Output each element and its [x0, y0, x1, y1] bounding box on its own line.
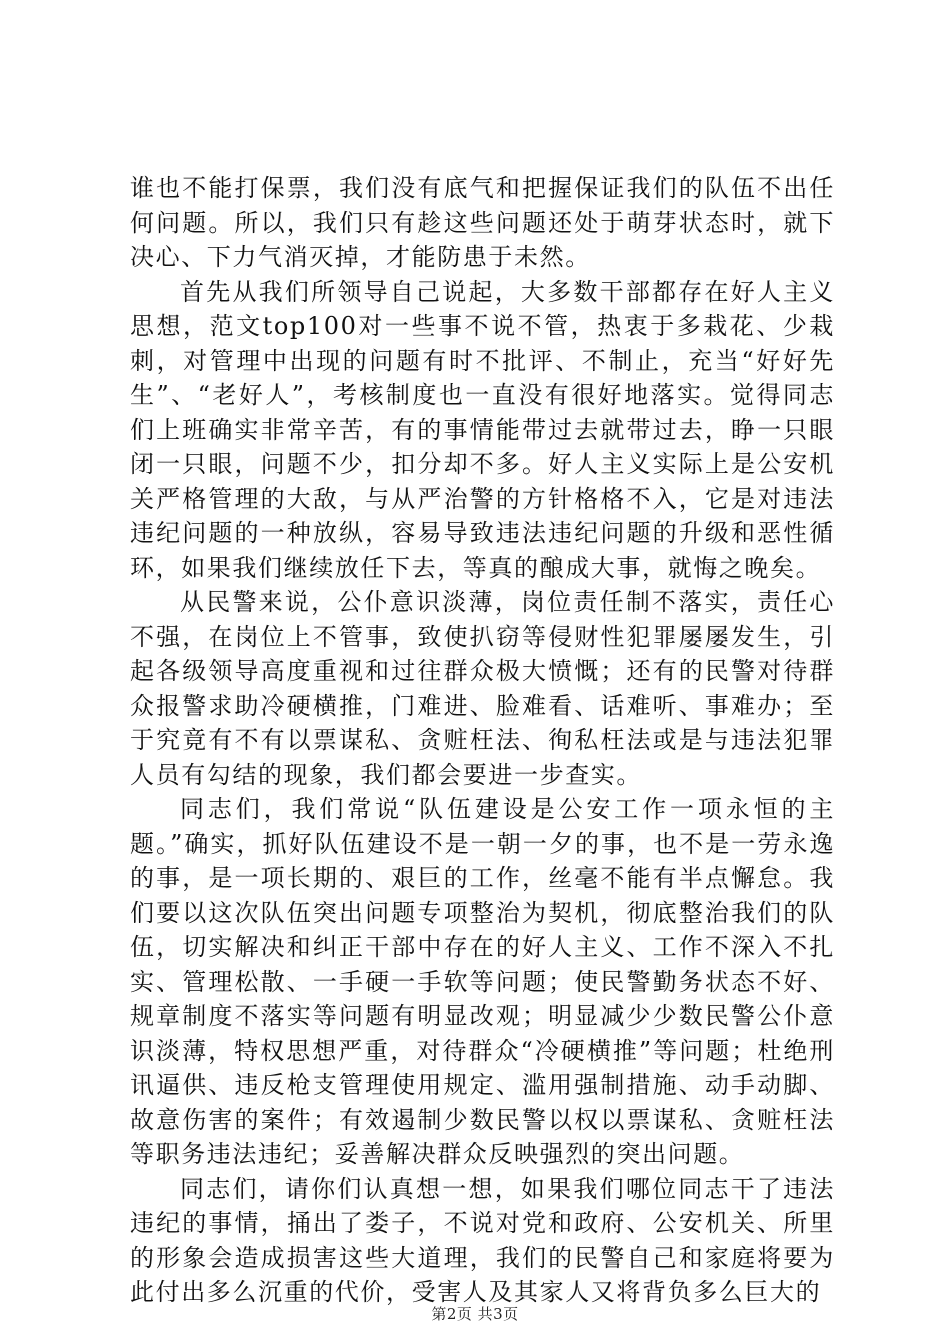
paragraph-police-officers: 从民警来说，公仆意识淡薄，岗位责任制不落实，责任心不强，在岗位上不管事，致使扒窃等侵财性犯罪屡屡发生，引起各级领导高度重视和过往群众极大愤慨；还有的民警对待群众报警求助冷硬横推，门难进、脸难看、话难听、事难办；至于究竟有不有以票谋私、贪赃枉法、徇私枉法或是与违法犯罪人员有勾结的现象，我们都会要进一步查实。 — [130, 588, 835, 789]
paragraph-consequences: 同志们，请你们认真想一想，如果我们哪位同志干了违法违纪的事情，捅出了娄子，不说对党和政府、公安机关、所里的形象会造成损害这些大道理，我们的民警自己和家庭将要为此付出多么沉重的代价，受害人及其家人又将背负多么巨大的 — [130, 1174, 835, 1306]
paragraph-team-building: 同志们，我们常说“队伍建设是公安工作一项永恒的主题。”确实，抓好队伍建设不是一朝一夕的事，也不是一劳永逸的事，是一项长期的、艰巨的工作，丝毫不能有半点懈怠。我们要以这次队伍突出问题专项整治为契机，彻底整治我们的队伍，切实解决和纠正干部中存在的好人主义、工作不深入不扎实、管理松散、一手硬一手软等问题；使民警勤务状态不好、规章制度不落实等问题有明显改观；明显减少少数民警公仆意识淡薄，特权思想严重，对待群众“冷硬横推”等问题；杜绝刑讯逼供、违反枪支管理使用规定、滥用强制措施、动手动脚、故意伤害的案件；有效遏制少数民警以权以票谋私、贪赃枉法等职务违法违纪；妥善解决群众反映强烈的突出问题。 — [130, 795, 835, 1168]
paragraph-continuation: 谁也不能打保票，我们没有底气和把握保证我们的队伍不出任何问题。所以，我们只有趁这些问题还处于萌芽状态时，就下决心、下力气消灭掉，才能防患于未然。 — [130, 174, 835, 271]
paragraph-leadership: 首先从我们所领导自己说起，大多数干部都存在好人主义思想，范文top100对一些事不说不管，热衷于多栽花、少栽刺，对管理中出现的问题有时不批评、不制止，充当“好好先生”、“老好人”，考核制度也一直没有很好地落实。觉得同志们上班确实非常辛苦，有的事情能带过去就带过去，睁一只眼闭一只眼，问题不少，扣分却不多。好人主义实际上是公安机关严格管理的大敌，与从严治警的方针格格不入，它是对违法违纪问题的一种放纵，容易导致违法违纪问题的升级和恶性循环，如果我们继续放任下去，等真的酿成大事，就悔之晚矣。 — [130, 277, 835, 582]
document-body — [130, 171, 835, 1310]
page-number-footer: 第2页 共3页 — [431, 1305, 519, 1323]
